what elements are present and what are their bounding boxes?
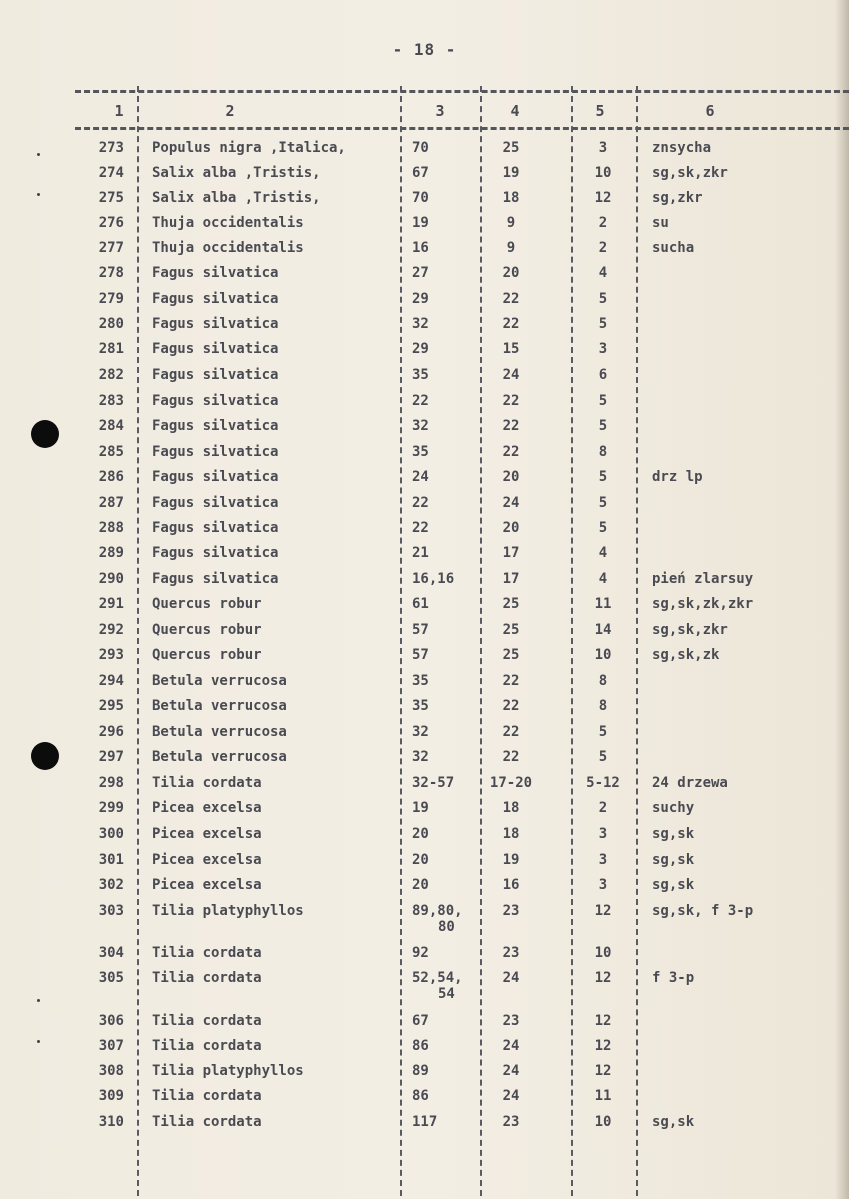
age-value: 5 <box>598 520 608 536</box>
age-value: 5 <box>598 749 608 765</box>
species-name: Betula verrucosa <box>152 749 287 765</box>
diameter-value: 35 <box>412 444 429 460</box>
table-row <box>0 469 849 491</box>
diameter-value: 29 <box>412 341 429 357</box>
diameter-value: 89 <box>412 1063 429 1079</box>
row-number: 283 <box>98 393 124 409</box>
row-number: 282 <box>98 367 124 383</box>
age-value: 10 <box>594 647 612 663</box>
species-name: Fagus silvatica <box>152 367 279 383</box>
table-row <box>0 165 849 187</box>
row-number: 297 <box>98 749 124 765</box>
table-row <box>0 698 849 720</box>
row-number: 289 <box>98 545 124 561</box>
row-number: 293 <box>98 647 124 663</box>
table-row <box>0 673 849 695</box>
age-value: 8 <box>598 673 608 689</box>
diameter-value: 32 <box>412 418 429 434</box>
diameter-value: 52,54, <box>412 970 463 986</box>
height-value: 17-20 <box>489 775 533 791</box>
age-value: 2 <box>598 240 608 256</box>
age-value: 5 <box>598 724 608 740</box>
row-number: 310 <box>98 1114 124 1130</box>
table-row <box>0 341 849 363</box>
column-header-4: 4 <box>510 102 520 120</box>
age-value: 5 <box>598 495 608 511</box>
species-name: Quercus robur <box>152 622 262 638</box>
height-value: 19 <box>502 165 520 181</box>
species-name: Tilia cordata <box>152 970 262 986</box>
height-value: 25 <box>502 622 520 638</box>
age-value: 5 <box>598 418 608 434</box>
remarks-note: 24 drzewa <box>652 775 728 791</box>
row-number: 278 <box>98 265 124 281</box>
page-number: - 18 - <box>392 40 457 59</box>
table-row <box>0 903 849 935</box>
diameter-value: 117 <box>412 1114 438 1130</box>
species-name: Fagus silvatica <box>152 418 279 434</box>
age-value: 11 <box>594 596 612 612</box>
row-number: 274 <box>98 165 124 181</box>
height-value: 18 <box>502 800 520 816</box>
table-row <box>0 418 849 440</box>
table-row <box>0 852 849 874</box>
row-number: 309 <box>98 1088 124 1104</box>
diameter-value: 32 <box>412 749 429 765</box>
diameter-value: 20 <box>412 877 429 893</box>
table-row <box>0 1063 849 1085</box>
column-header-6: 6 <box>705 102 715 120</box>
diameter-value: 20 <box>412 852 429 868</box>
table-row <box>0 945 849 967</box>
diameter-value: 92 <box>412 945 429 961</box>
age-value: 8 <box>598 444 608 460</box>
species-name: Salix alba ,Tristis, <box>152 190 321 206</box>
height-value: 24 <box>502 970 520 986</box>
diameter-value: 16,16 <box>412 571 455 587</box>
species-name: Quercus robur <box>152 647 262 663</box>
age-value: 12 <box>594 190 612 206</box>
remarks-note: sg,sk,zk <box>652 647 720 663</box>
age-value: 5 <box>598 393 608 409</box>
diameter-value: 61 <box>412 596 429 612</box>
species-name: Betula verrucosa <box>152 673 287 689</box>
species-name: Populus nigra ,Italica, <box>152 140 346 156</box>
table-row <box>0 800 849 822</box>
table-row <box>0 140 849 162</box>
diameter-continuation: 54 <box>438 986 455 1002</box>
species-name: Fagus silvatica <box>152 495 279 511</box>
table-row <box>0 1088 849 1110</box>
species-name: Picea excelsa <box>152 800 262 816</box>
height-value: 25 <box>502 596 520 612</box>
height-value: 24 <box>502 1088 520 1104</box>
diameter-value: 35 <box>412 698 429 714</box>
table-row <box>0 775 849 797</box>
height-value: 9 <box>506 240 516 256</box>
table-row <box>0 1013 849 1035</box>
age-value: 3 <box>598 852 608 868</box>
row-number: 299 <box>98 800 124 816</box>
age-value: 12 <box>594 970 612 986</box>
table-row <box>0 647 849 669</box>
height-value: 22 <box>502 724 520 740</box>
diameter-value: 32 <box>412 724 429 740</box>
row-number: 279 <box>98 291 124 307</box>
species-name: Picea excelsa <box>152 826 262 842</box>
diameter-value: 27 <box>412 265 429 281</box>
species-name: Fagus silvatica <box>152 291 279 307</box>
row-number: 294 <box>98 673 124 689</box>
diameter-value: 67 <box>412 1013 429 1029</box>
height-value: 9 <box>506 215 516 231</box>
species-name: Fagus silvatica <box>152 393 279 409</box>
table-row <box>0 520 849 542</box>
height-value: 23 <box>502 1114 520 1130</box>
table-row <box>0 240 849 262</box>
age-value: 5 <box>598 469 608 485</box>
table-row <box>0 291 849 313</box>
height-value: 22 <box>502 444 520 460</box>
age-value: 10 <box>594 945 612 961</box>
diameter-value: 19 <box>412 800 429 816</box>
table-row <box>0 215 849 237</box>
diameter-value: 24 <box>412 469 429 485</box>
table-row <box>0 1114 849 1136</box>
table-row <box>0 571 849 593</box>
table-row <box>0 393 849 415</box>
height-value: 17 <box>502 545 520 561</box>
diameter-value: 89,80, <box>412 903 463 919</box>
species-name: Tilia cordata <box>152 1088 262 1104</box>
row-number: 281 <box>98 341 124 357</box>
row-number: 303 <box>98 903 124 919</box>
remarks-note: sg,sk <box>652 1114 695 1130</box>
species-name: Fagus silvatica <box>152 265 279 281</box>
species-name: Picea excelsa <box>152 852 262 868</box>
species-name: Thuja occidentalis <box>152 240 304 256</box>
species-name: Picea excelsa <box>152 877 262 893</box>
row-number: 304 <box>98 945 124 961</box>
table-row <box>0 367 849 389</box>
row-number: 273 <box>98 140 124 156</box>
species-name: Fagus silvatica <box>152 341 279 357</box>
table-row <box>0 970 849 1002</box>
species-name: Fagus silvatica <box>152 469 279 485</box>
diameter-value: 22 <box>412 393 429 409</box>
row-number: 305 <box>98 970 124 986</box>
row-number: 284 <box>98 418 124 434</box>
age-value: 3 <box>598 140 608 156</box>
diameter-continuation: 80 <box>438 919 455 935</box>
height-value: 22 <box>502 393 520 409</box>
remarks-note: sg,sk <box>652 826 695 842</box>
age-value: 12 <box>594 1063 612 1079</box>
diameter-value: 32-57 <box>412 775 455 791</box>
table-row <box>0 444 849 466</box>
age-value: 6 <box>598 367 608 383</box>
row-number: 277 <box>98 240 124 256</box>
row-number: 290 <box>98 571 124 587</box>
diameter-value: 29 <box>412 291 429 307</box>
species-name: Tilia platyphyllos <box>152 1063 304 1079</box>
species-name: Thuja occidentalis <box>152 215 304 231</box>
age-value: 12 <box>594 1013 612 1029</box>
age-value: 4 <box>598 571 608 587</box>
diameter-value: 22 <box>412 495 429 511</box>
remarks-note: sg,sk <box>652 877 695 893</box>
height-value: 23 <box>502 903 520 919</box>
age-value: 2 <box>598 215 608 231</box>
row-number: 306 <box>98 1013 124 1029</box>
height-value: 24 <box>502 1038 520 1054</box>
table-row <box>0 265 849 287</box>
age-value: 12 <box>594 1038 612 1054</box>
age-value: 10 <box>594 1114 612 1130</box>
species-name: Fagus silvatica <box>152 316 279 332</box>
diameter-value: 35 <box>412 673 429 689</box>
table-row <box>0 877 849 899</box>
diameter-value: 35 <box>412 367 429 383</box>
height-value: 23 <box>502 945 520 961</box>
row-number: 300 <box>98 826 124 842</box>
table-header-rule <box>75 127 849 130</box>
remarks-note: znsycha <box>652 140 712 156</box>
species-name: Betula verrucosa <box>152 724 287 740</box>
species-name: Tilia cordata <box>152 1114 262 1130</box>
age-value: 2 <box>598 800 608 816</box>
remarks-note: sg,sk <box>652 852 695 868</box>
height-value: 24 <box>502 1063 520 1079</box>
height-value: 15 <box>502 341 520 357</box>
age-value: 8 <box>598 698 608 714</box>
row-number: 280 <box>98 316 124 332</box>
row-number: 287 <box>98 495 124 511</box>
row-number: 296 <box>98 724 124 740</box>
diameter-value: 86 <box>412 1088 429 1104</box>
row-number: 301 <box>98 852 124 868</box>
diameter-value: 21 <box>412 545 429 561</box>
diameter-value: 57 <box>412 647 429 663</box>
height-value: 18 <box>502 190 520 206</box>
remarks-note: sg,sk, f 3-p <box>652 903 754 919</box>
height-value: 20 <box>502 469 520 485</box>
height-value: 25 <box>502 140 520 156</box>
species-name: Salix alba ,Tristis, <box>152 165 321 181</box>
height-value: 23 <box>502 1013 520 1029</box>
row-number: 295 <box>98 698 124 714</box>
height-value: 22 <box>502 698 520 714</box>
species-name: Tilia platyphyllos <box>152 903 304 919</box>
remarks-note: sg,zkr <box>652 190 703 206</box>
row-number: 308 <box>98 1063 124 1079</box>
height-value: 22 <box>502 316 520 332</box>
age-value: 10 <box>594 165 612 181</box>
diameter-value: 16 <box>412 240 429 256</box>
column-header-2: 2 <box>225 102 235 120</box>
remarks-note: sg,sk,zkr <box>652 165 728 181</box>
table-row <box>0 316 849 338</box>
row-number: 285 <box>98 444 124 460</box>
height-value: 22 <box>502 291 520 307</box>
diameter-value: 19 <box>412 215 429 231</box>
remarks-note: suchy <box>652 800 695 816</box>
height-value: 16 <box>502 877 520 893</box>
column-header-5: 5 <box>595 102 605 120</box>
species-name: Quercus robur <box>152 596 262 612</box>
diameter-value: 57 <box>412 622 429 638</box>
age-value: 5 <box>598 291 608 307</box>
remarks-note: sg,sk,zk,zkr <box>652 596 754 612</box>
row-number: 302 <box>98 877 124 893</box>
row-number: 286 <box>98 469 124 485</box>
height-value: 24 <box>502 367 520 383</box>
row-number: 288 <box>98 520 124 536</box>
diameter-value: 70 <box>412 190 429 206</box>
remarks-note: drz lp <box>652 469 703 485</box>
table-top-rule <box>75 90 849 93</box>
species-name: Tilia cordata <box>152 1038 262 1054</box>
table-row <box>0 826 849 848</box>
table-row <box>0 596 849 618</box>
diameter-value: 86 <box>412 1038 429 1054</box>
row-number: 298 <box>98 775 124 791</box>
height-value: 20 <box>502 520 520 536</box>
remarks-note: sucha <box>652 240 695 256</box>
table-row <box>0 545 849 567</box>
age-value: 5-12 <box>586 775 620 791</box>
remarks-note: su <box>652 215 669 231</box>
age-value: 3 <box>598 826 608 842</box>
height-value: 19 <box>502 852 520 868</box>
table-row <box>0 495 849 517</box>
table-row <box>0 622 849 644</box>
table-row <box>0 1038 849 1060</box>
species-name: Tilia cordata <box>152 1013 262 1029</box>
height-value: 24 <box>502 495 520 511</box>
diameter-value: 22 <box>412 520 429 536</box>
species-name: Fagus silvatica <box>152 444 279 460</box>
species-name: Fagus silvatica <box>152 520 279 536</box>
height-value: 22 <box>502 673 520 689</box>
species-name: Fagus silvatica <box>152 545 279 561</box>
margin-mark <box>37 999 40 1002</box>
height-value: 18 <box>502 826 520 842</box>
column-header-1: 1 <box>114 102 124 120</box>
table-row <box>0 190 849 212</box>
age-value: 14 <box>594 622 612 638</box>
height-value: 22 <box>502 418 520 434</box>
table-row <box>0 749 849 771</box>
age-value: 12 <box>594 903 612 919</box>
diameter-value: 70 <box>412 140 429 156</box>
age-value: 3 <box>598 341 608 357</box>
row-number: 307 <box>98 1038 124 1054</box>
species-name: Tilia cordata <box>152 775 262 791</box>
age-value: 11 <box>594 1088 612 1104</box>
remarks-note: sg,sk,zkr <box>652 622 728 638</box>
age-value: 4 <box>598 545 608 561</box>
age-value: 4 <box>598 265 608 281</box>
row-number: 276 <box>98 215 124 231</box>
remarks-note: f 3-p <box>652 970 695 986</box>
row-number: 275 <box>98 190 124 206</box>
height-value: 17 <box>502 571 520 587</box>
species-name: Fagus silvatica <box>152 571 279 587</box>
age-value: 3 <box>598 877 608 893</box>
row-number: 292 <box>98 622 124 638</box>
remarks-note: pień zlarsuy <box>652 571 754 587</box>
species-name: Tilia cordata <box>152 945 262 961</box>
table-row <box>0 724 849 746</box>
species-name: Betula verrucosa <box>152 698 287 714</box>
age-value: 5 <box>598 316 608 332</box>
height-value: 25 <box>502 647 520 663</box>
diameter-value: 32 <box>412 316 429 332</box>
diameter-value: 67 <box>412 165 429 181</box>
height-value: 20 <box>502 265 520 281</box>
column-header-3: 3 <box>435 102 445 120</box>
row-number: 291 <box>98 596 124 612</box>
diameter-value: 20 <box>412 826 429 842</box>
height-value: 22 <box>502 749 520 765</box>
